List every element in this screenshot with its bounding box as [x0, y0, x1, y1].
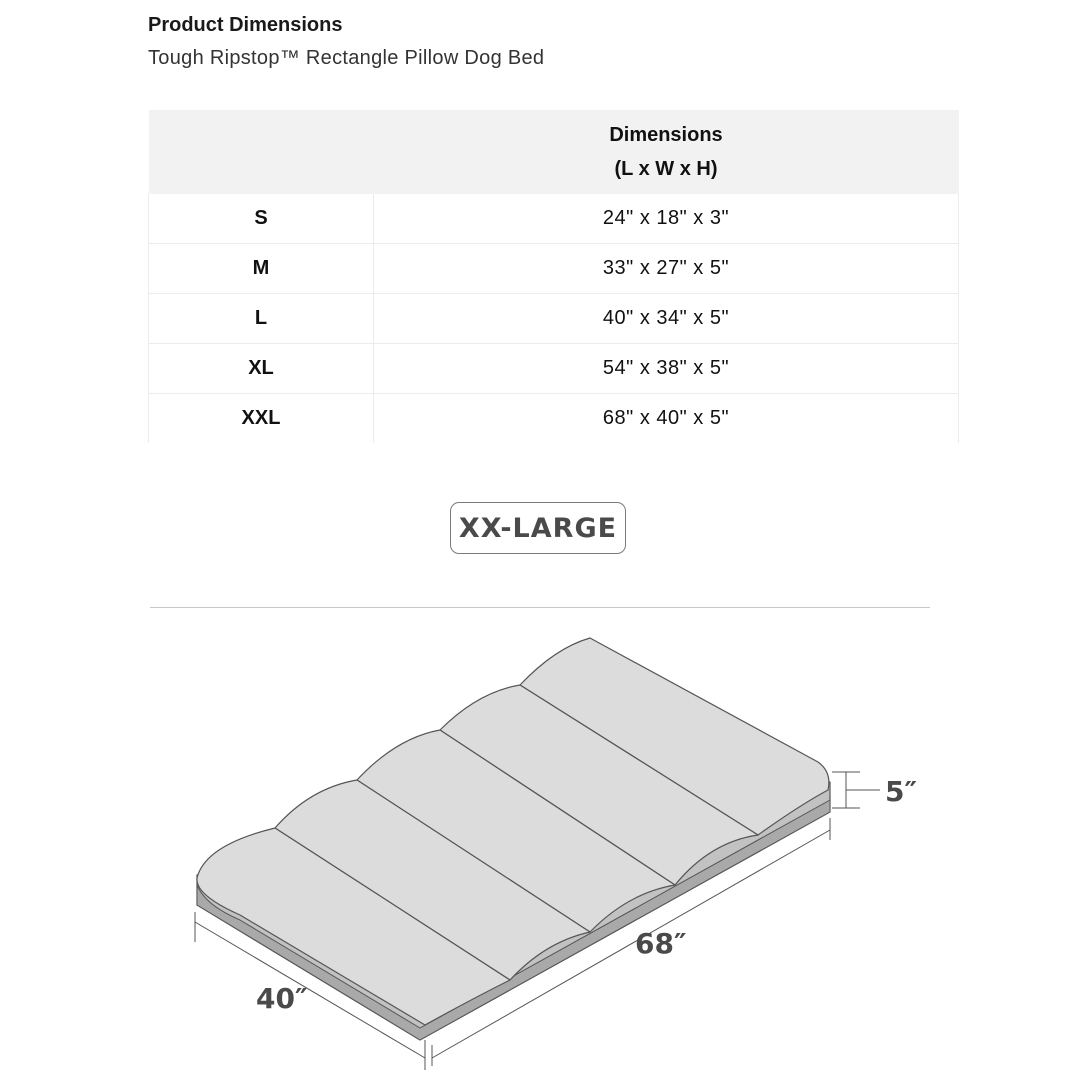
size-cell: M — [149, 244, 374, 294]
dimension-cell: 24" x 18" x 3" — [374, 194, 959, 244]
dimension-cell: 40" x 34" x 5" — [374, 294, 959, 344]
size-cell: XL — [149, 344, 374, 394]
size-cell: S — [149, 194, 374, 244]
size-badge: XX-LARGE — [450, 502, 626, 554]
size-cell: XXL — [149, 394, 374, 444]
height-label: 5″ — [885, 775, 917, 808]
product-name: Tough Ripstop™ Rectangle Pillow Dog Bed — [148, 47, 545, 69]
page-title: Product Dimensions — [148, 14, 343, 36]
width-label: 40″ — [256, 982, 308, 1015]
dimension-cell: 68" x 40" x 5" — [374, 394, 959, 444]
size-cell: L — [149, 294, 374, 344]
header-dimensions-label: Dimensions — [609, 124, 723, 146]
header-dimensions-unit: (L x W x H) — [614, 158, 718, 180]
length-label: 68″ — [635, 927, 687, 960]
height-dimension-line — [832, 772, 880, 808]
dimension-cell: 54" x 38" x 5" — [374, 344, 959, 394]
dimension-cell: 33" x 27" x 5" — [374, 244, 959, 294]
